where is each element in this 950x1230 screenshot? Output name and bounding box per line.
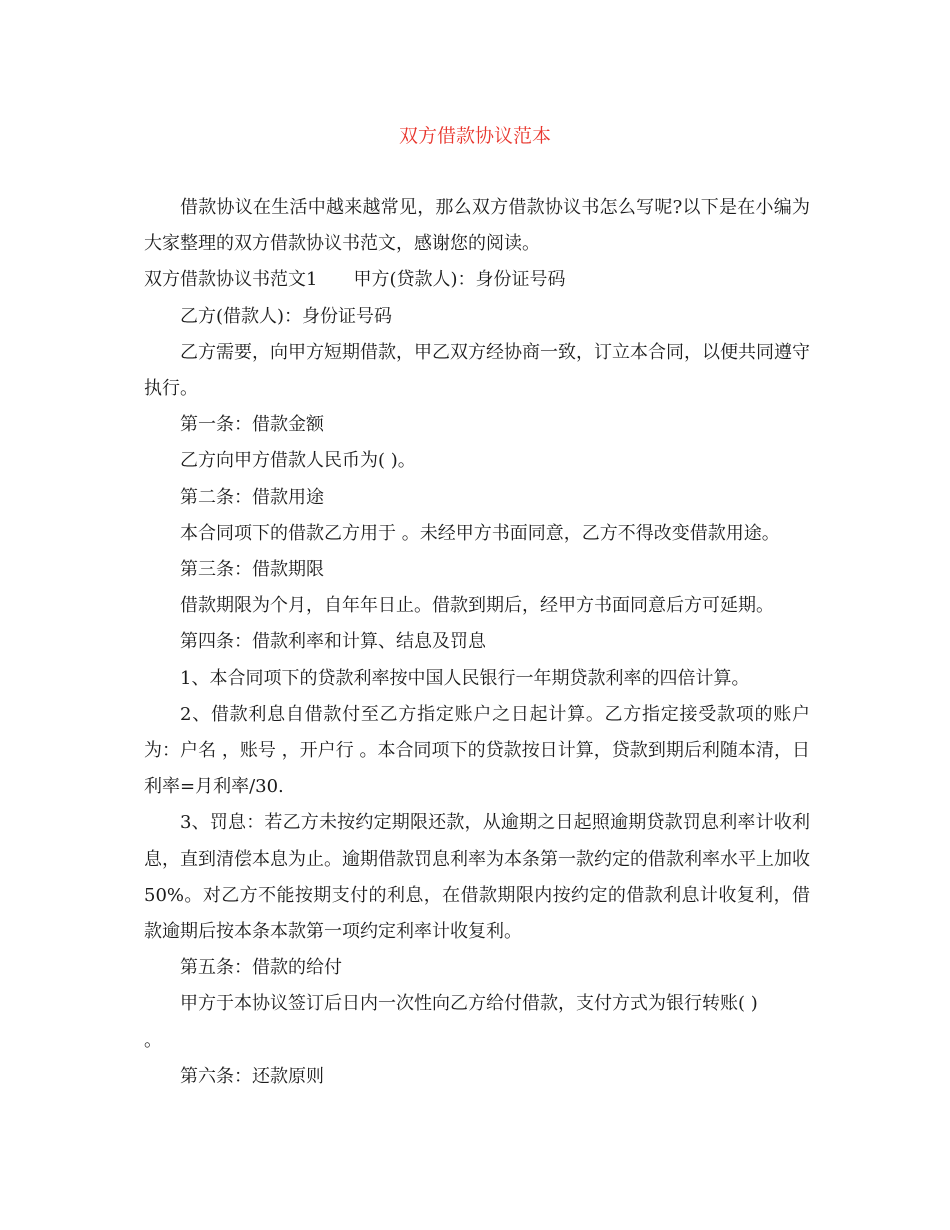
article-4-clause-3: 3、罚息：若乙方未按约定期限还款，从逾期之日起照逾期贷款罚息利率计收利息，直到清偿本息为止。逾期借款罚息利率为本条第一款约定的借款利率水平上加收50%。对乙方不能按期支付的利息，在借款期限内按约定的借款利息计收复利，借款逾期后按本条本款第一项约定利率计收复利。 (144, 812, 810, 943)
document-title: 双方借款协议范本 (398, 125, 551, 147)
article-5-text-end: 。 (144, 1029, 162, 1051)
document-body (144, 190, 810, 1095)
article-4-clause-2: 2、借款利息自借款付至乙方指定账户之日起计算。乙方指定接受款项的账户为：户名 ，账号 ，开户行 。本合同项下的贷款按日计算，贷款到期后利随本清，日利率=月利率/30. (144, 703, 810, 798)
article-5-heading: 第五条：借款的给付 (180, 957, 342, 979)
intro-paragraph: 借款协议在生活中越来越常见，那么双方借款协议书怎么写呢?以下是在小编为大家整理的双方借款协议书范文，感谢您的阅读。 (144, 197, 810, 255)
party-a-line: 甲方(贷款人)：身份证号码 (353, 269, 566, 291)
article-3-heading: 第三条：借款期限 (180, 559, 324, 581)
article-4-clause-1: 1、本合同项下的贷款利率按中国人民银行一年期贷款利率的四倍计算。 (180, 667, 750, 689)
preamble-paragraph: 乙方需要，向甲方短期借款，甲乙双方经协商一致，订立本合同，以便共同遵守执行。 (144, 341, 810, 400)
sample-heading: 双方借款协议书范文1 (144, 269, 318, 291)
sample-heading-line (144, 262, 810, 298)
article-5-text: 甲方于本协议签订后日内一次性向乙方给付借款，支付方式为银行转账( ) (180, 993, 758, 1015)
article-1-heading: 第一条：借款金额 (180, 414, 324, 436)
article-3-text: 借款期限为个月，自年年日止。借款到期后，经甲方书面同意后方可延期。 (180, 595, 774, 617)
party-b-line: 乙方(借款人)：身份证号码 (180, 305, 393, 327)
article-4-heading: 第四条：借款利率和计算、结息及罚息 (180, 631, 486, 653)
article-2-heading: 第二条：借款用途 (180, 486, 324, 508)
article-6-heading: 第六条：还款原则 (180, 1065, 324, 1087)
article-1-text: 乙方向甲方借款人民币为( )。 (180, 450, 416, 472)
article-2-text: 本合同项下的借款乙方用于 。未经甲方书面同意，乙方不得改变借款用途。 (180, 522, 780, 544)
